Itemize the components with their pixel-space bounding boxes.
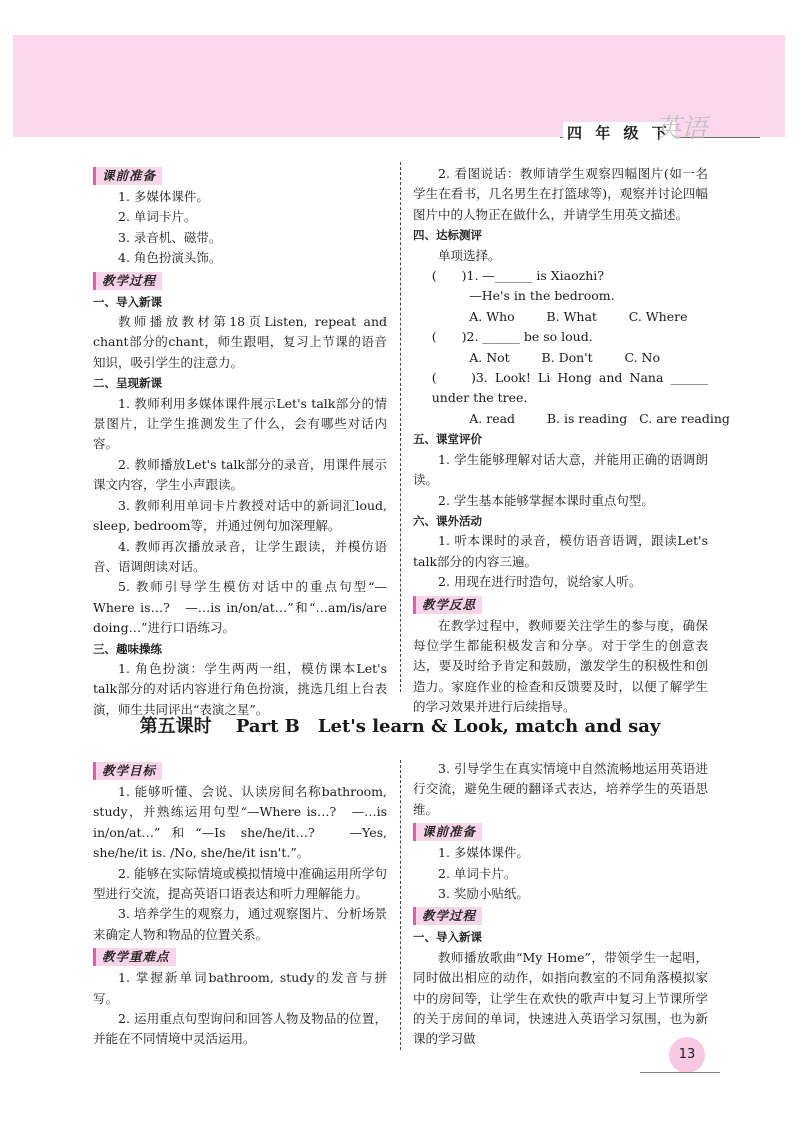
- list-item: 3. 教师利用单词卡片教授对话中的新词汇loud, sleep, bedroom等，并通过例句加深理解。: [93, 497, 387, 534]
- list-item: 2. 用现在进行时造句，说给家人听。: [438, 574, 642, 590]
- question-options: A. read B. is reading C. are reading: [469, 410, 730, 426]
- list-item: 1. 能够听懂、会说、认读房间名称bathroom, study，并熟练运用句型“—Where is…? —…is in/on/at…”和“—Is she/he/it…? —Yes, she/he/it is. /No, she/he/it isn't.”。: [93, 784, 387, 861]
- list-item: 1. 角色扮演：学生两两一组，模仿课本Let's talk部分的对话内容进行角色扮演，挑选几组上台表演，师生共同评出“表演之星”。: [93, 660, 387, 717]
- prep-item: 4. 角色扮演头饰。: [118, 250, 222, 266]
- section-title: 一、导入新课: [413, 930, 482, 945]
- subject-deco: 英语: [655, 114, 708, 144]
- bottom-left-column: [93, 759, 387, 1050]
- column-divider: [400, 162, 401, 692]
- paragraph: 教师播放教材第18页Listen, repeat and chant部分的chant，师生跟唱，复习上节课的语音知识，吸引学生的注意力。: [93, 314, 387, 370]
- list-item: 2. 能够在实际情境或模拟情境中准确运用所学句型进行交流，提高英语口语表达和听力理解能力。: [93, 865, 387, 902]
- list-item: 2. 教师播放Let's talk部分的录音，用课件展示课文内容，学生小声跟读。: [93, 456, 387, 493]
- tag-process: 教学过程: [93, 272, 162, 290]
- tag-goals: 教学目标: [93, 762, 162, 780]
- section-title: 五、课堂评价: [413, 432, 482, 447]
- section-title: 三、趣味操练: [93, 641, 162, 656]
- question: ( )3. Look! Li Hong and Nana ______ under the tree.: [431, 370, 708, 406]
- footer-line: [640, 1072, 720, 1073]
- section-title: 四、达标测评: [413, 228, 482, 243]
- paragraph: 单项选择。: [438, 247, 501, 263]
- tag-prep: 课前准备: [413, 823, 482, 841]
- list-item: 3. 培养学生的观察力，通过观察图片、分析场景来确定人物和物品的位置关系。: [93, 906, 387, 942]
- prep-item: 3. 录音机、磁带。: [118, 229, 222, 245]
- question-options: A. Who B. What C. Where: [469, 308, 688, 324]
- bottom-right-column: [413, 759, 708, 1050]
- lesson-title: 第五课时 Part B Let's learn & Look, match and say: [139, 716, 661, 737]
- top-right-column: [413, 164, 730, 718]
- list-item: 4. 教师再次播放录音，让学生跟读，并模仿语音、语调朗读对话。: [93, 538, 387, 574]
- paragraph: 在教学过程中，教师要关注学生的参与度，确保每位学生都能积极发言和分享。对于学生的创意表达，要及时给予肯定和鼓励，激发学生的积极性和创造力。家庭作业的检查和反馈要及时，以便了解学生的学习效果并进行后续指导。: [413, 617, 708, 715]
- paragraph: 教师播放歌曲“My Home”，带领学生一起唱，同时做出相应的动作，如指向教室的不同角落模拟家中的房间等，让学生在欢快的歌声中复习上节课所学的关于房间的单词，快速进入英语学习氛围，也为新课的学习做: [413, 949, 708, 1047]
- question-options: A. Not B. Don't C. No: [469, 349, 661, 365]
- tag-process: 教学过程: [413, 907, 482, 925]
- prep-item: 1. 多媒体课件。: [438, 845, 529, 861]
- list-item: 5. 教师引导学生模仿对话中的重点句型“—Where is…? —…is in/on/at…”和“…am/is/are doing…”进行口语练习。: [93, 579, 387, 636]
- list-item: 1. 学生能够理解对话大意，并能用正确的语调朗读。: [413, 451, 708, 488]
- list-item: 1. 听本课时的录音，模仿语音语调，跟读Let's talk部分的内容三遍。: [413, 533, 708, 569]
- top-left-column: [93, 164, 387, 720]
- column-divider: [400, 760, 401, 1050]
- section-title: 一、导入新课: [93, 294, 162, 309]
- tag-key-points: 教学重难点: [93, 948, 176, 966]
- page-number: 13: [669, 1037, 705, 1073]
- list-item: 2. 运用重点句型询问和回答人物及物品的位置，并能在不同情境中灵活运用。: [93, 1011, 387, 1047]
- prep-item: 3. 奖励小贴纸。: [438, 886, 529, 902]
- question: ( )1. —______ is Xiaozhi?: [431, 268, 604, 284]
- prep-item: 2. 单词卡片。: [118, 209, 197, 225]
- tag-prep: 课前准备: [93, 167, 162, 185]
- section-title: 二、呈现新课: [93, 376, 162, 391]
- tag-reflect: 教学反思: [413, 596, 482, 614]
- question: ( )2. ______ be so loud.: [431, 329, 593, 345]
- list-item: 2. 学生基本能够掌握本课时重点句型。: [438, 492, 654, 508]
- list-item: 1. 掌握新单词bathroom, study的发音与拼写。: [93, 970, 387, 1006]
- list-item: 2. 看图说话：教师请学生观察四幅图片(如一名学生在看书，几名男生在打篮球等)，观察并讨论四幅图片中的人物正在做什么，并请学生用英文描述。: [413, 166, 708, 222]
- prep-item: 2. 单词卡片。: [438, 865, 517, 881]
- prep-item: 1. 多媒体课件。: [118, 189, 209, 204]
- list-item: 3. 引导学生在真实情境中自然流畅地运用英语进行交流，避免生硬的翻译式表达，培养学生的英语思维。: [413, 761, 708, 817]
- list-item: 1. 教师利用多媒体课件展示Let's talk部分的情景图片，让学生推测发生了什么，会有哪些对话内容。: [93, 395, 387, 452]
- grade-label: 四 年 级 下: [563, 122, 675, 143]
- question-answer: —He's in the bedroom.: [469, 288, 615, 304]
- section-title: 六、课外活动: [413, 513, 482, 528]
